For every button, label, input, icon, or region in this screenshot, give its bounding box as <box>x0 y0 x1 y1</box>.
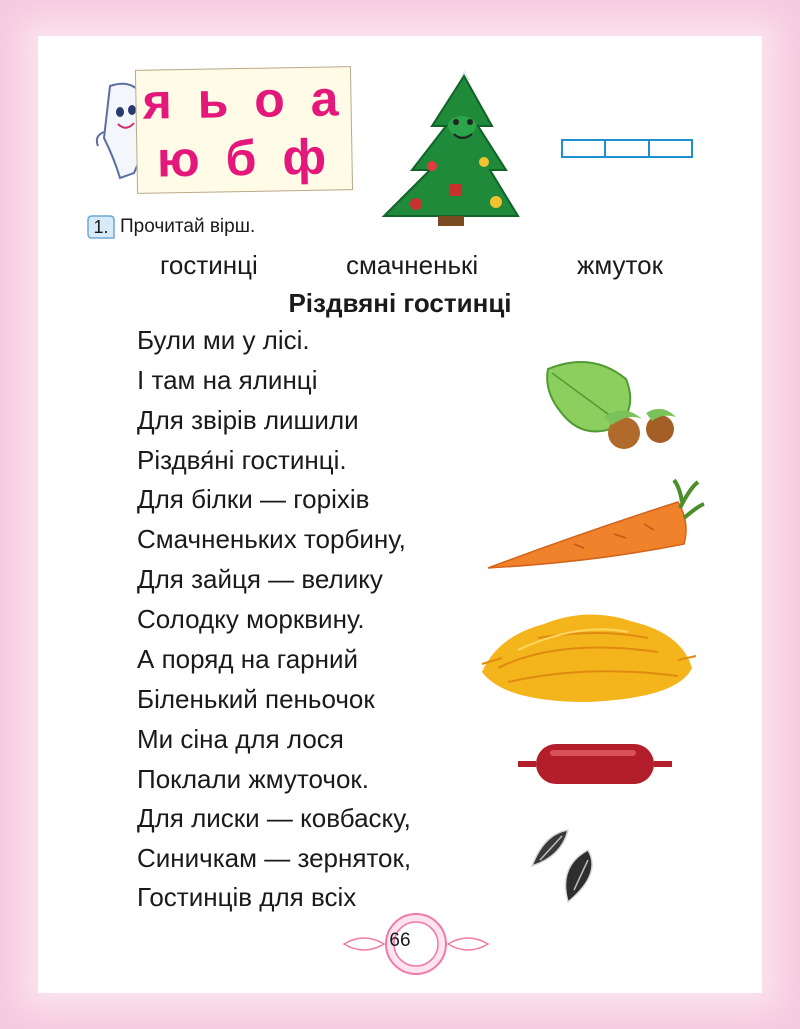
poem-line: Ми сіна для лося <box>137 724 344 754</box>
letters-row-2: ю б ф <box>156 128 333 188</box>
poem-line: Синичкам — зерняток, <box>137 843 412 873</box>
sound-scheme <box>561 139 693 158</box>
poem-line: Для лиски — ковбаску, <box>137 803 411 833</box>
poem-line: Смачненьких торбину, <box>137 524 406 554</box>
carrot-icon <box>484 478 706 578</box>
sausage-icon <box>514 740 676 788</box>
poem-line: Різдвя́ні гостинці. <box>137 445 347 475</box>
task-number: 1. <box>93 217 109 237</box>
vocab-word: жмуток <box>577 250 664 280</box>
task-instruction: Прочитай вірш. <box>120 216 256 237</box>
poem-line: Біленький пеньочок <box>137 684 375 714</box>
letters-row-1: я ь о а <box>142 70 345 130</box>
poem-line: Для зайця — велику <box>137 564 383 594</box>
poem-line: І там на ялинці <box>137 365 318 395</box>
scheme-cell <box>606 141 649 156</box>
poem-line: Для звірів лишили <box>137 405 359 435</box>
christmas-tree-icon <box>372 66 528 226</box>
poem-line: А поряд на гарний <box>137 644 359 674</box>
poem-line: Були ми у лісі. <box>137 325 310 355</box>
poem-line: Для білки — горіхів <box>137 484 370 514</box>
page-number: 66 <box>389 930 411 951</box>
poem-line: Солодку морквину. <box>137 604 365 634</box>
poem-line: Гостинців для всіх <box>137 882 357 912</box>
letter-card <box>135 66 353 194</box>
vocab-word: гостинці <box>160 250 258 280</box>
scheme-cell <box>563 141 606 156</box>
sunflower-seeds-icon <box>528 826 610 906</box>
scheme-cell <box>650 141 691 156</box>
vocab-word: смачненькі <box>346 250 479 280</box>
hay-icon <box>478 598 700 710</box>
poem-line: Поклали жмуточок. <box>137 764 370 794</box>
hazelnut-icon <box>542 355 678 455</box>
poem-title: Різдвяні гостинці <box>288 288 512 318</box>
